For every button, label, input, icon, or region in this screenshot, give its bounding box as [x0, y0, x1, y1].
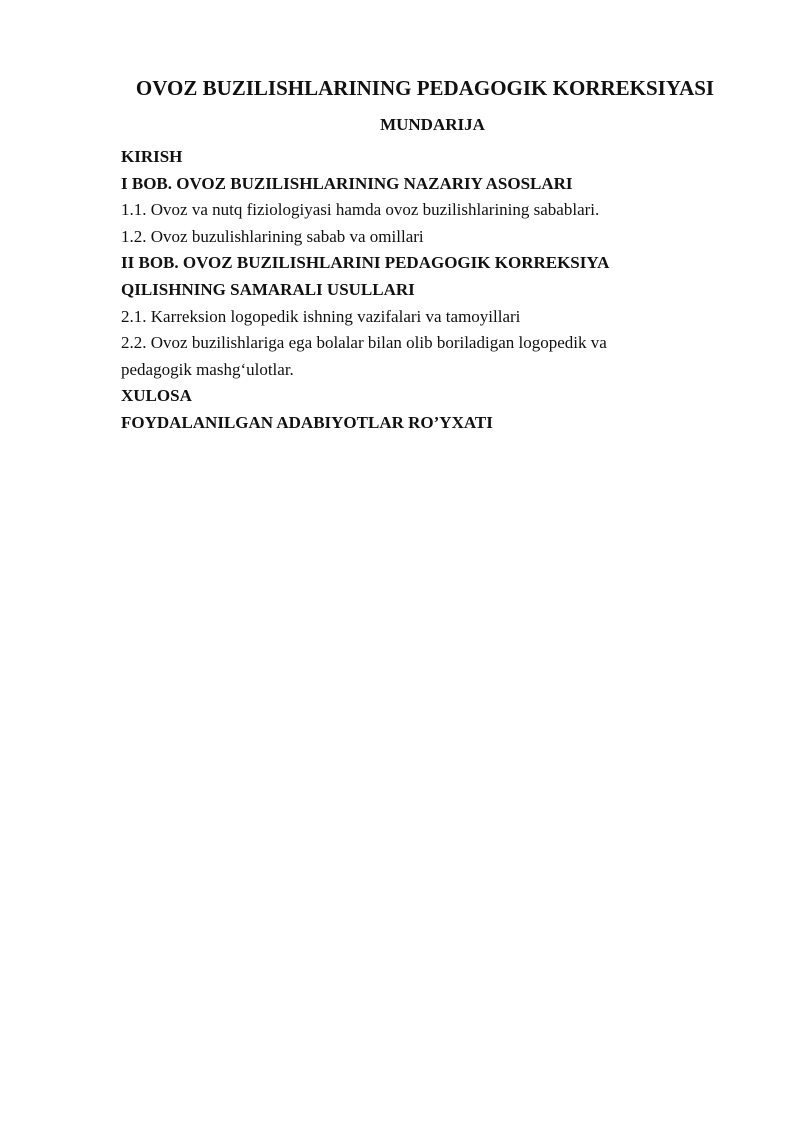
table-of-contents [121, 144, 741, 437]
toc-entry-chapter-2-continued: QILISHNING SAMARALI USULLARI [121, 279, 415, 299]
table-of-contents-heading: MUNDARIJA [380, 115, 485, 134]
toc-entry-section-2-2-continued: pedagogik mashg‘ulotlar. [121, 359, 294, 379]
toc-entry-section-2-1: 2.1. Karreksion logopedik ishning vazifalari va tamoyillari [121, 306, 521, 326]
toc-entry-conclusion: XULOSA [121, 386, 192, 406]
toc-entry-section-1-1: 1.1. Ovoz va nutq fiziologiyasi hamda ovoz buzilishlarining sabablari. [121, 200, 600, 220]
toc-entry-chapter-2: II BOB. OVOZ BUZILISHLARINI PEDAGOGIK KORREKSIYA [121, 253, 610, 273]
toc-entry-chapter-1: I BOB. OVOZ BUZILISHLARINING NAZARIY ASOSLARI [121, 173, 573, 193]
toc-entry-section-1-2: 1.2. Ovoz buzulishlarining sabab va omillari [121, 226, 424, 246]
document-title: OVOZ BUZILISHLARINING PEDAGOGIK KORREKSIYASI [135, 76, 715, 100]
toc-entry-section-2-2: 2.2. Ovoz buzilishlariga ega bolalar bilan olib boriladigan logopedik va [121, 333, 607, 353]
toc-entry-introduction: KIRISH [121, 147, 183, 166]
toc-entry-references: FOYDALANILGAN ADABIYOTLAR RO’YXATI [121, 412, 493, 432]
